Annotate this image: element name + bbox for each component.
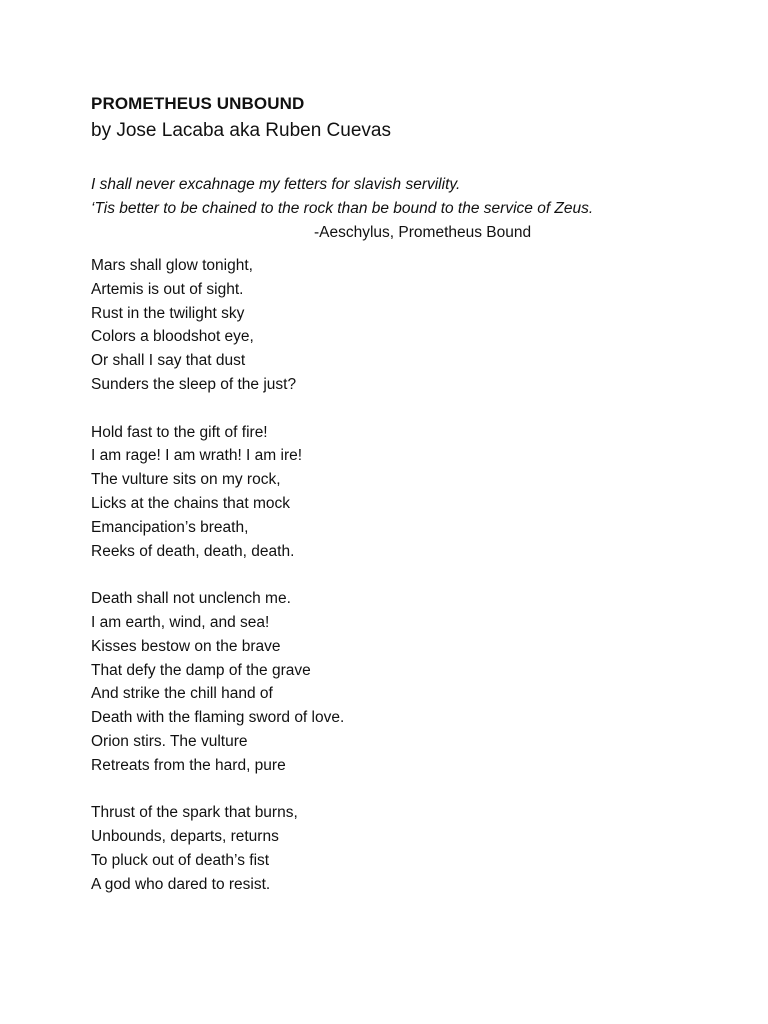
- poem-line: Artemis is out of sight.: [91, 280, 244, 298]
- poem-line: I am earth, wind, and sea!: [91, 613, 270, 631]
- epigraph-line: I shall never excahnage my fetters for slavish servility.: [91, 176, 461, 193]
- poem-line: Kisses bestow on the brave: [91, 637, 281, 655]
- poem-line: Licks at the chains that mock: [91, 494, 291, 512]
- poem-line: And strike the chill hand of: [91, 685, 273, 703]
- poem-line: Or shall I say that dust: [91, 352, 246, 370]
- poem-line: To pluck out of death’s fist: [91, 851, 270, 869]
- stanza: [91, 801, 344, 896]
- poem-line: Death shall not unclench me.: [91, 590, 291, 608]
- poem-line: Orion stirs. The vulture: [91, 732, 248, 750]
- epigraph: [91, 173, 593, 221]
- poem-line: Unbounds, departs, returns: [91, 828, 279, 846]
- poem-line: Retreats from the hard, pure: [91, 756, 286, 774]
- poem-line: Reeks of death, death, death.: [91, 542, 295, 560]
- poem-line: The vulture sits on my rock,: [91, 471, 281, 489]
- stanza: [91, 421, 344, 564]
- epigraph-line: ‘Tis better to be chained to the rock than be bound to the service of Zeus.: [91, 200, 594, 217]
- poem-title: PROMETHEUS UNBOUND: [91, 94, 305, 113]
- poem-line: Emancipation’s breath,: [91, 518, 249, 536]
- poem-byline: by Jose Lacaba aka Ruben Cuevas: [91, 120, 391, 141]
- poem-line: Colors a bloodshot eye,: [91, 328, 254, 346]
- poem-line: That defy the damp of the grave: [91, 661, 311, 679]
- stanza: [91, 587, 344, 777]
- poem-line: Mars shall glow tonight,: [91, 257, 253, 274]
- epigraph-attribution: -Aeschylus, Prometheus Bound: [314, 224, 532, 241]
- poem-line: Death with the flaming sword of love.: [91, 709, 345, 727]
- poem-line: A god who dared to resist.: [91, 875, 271, 893]
- poem-line: Hold fast to the gift of fire!: [91, 423, 268, 441]
- poem-line: Sunders the sleep of the just?: [91, 375, 297, 393]
- poem-body: [91, 254, 344, 920]
- stanza: [91, 254, 344, 397]
- poem-line: Rust in the twilight sky: [91, 304, 245, 322]
- poem-line: I am rage! I am wrath! I am ire!: [91, 447, 303, 465]
- poem-line: Thrust of the spark that burns,: [91, 804, 298, 822]
